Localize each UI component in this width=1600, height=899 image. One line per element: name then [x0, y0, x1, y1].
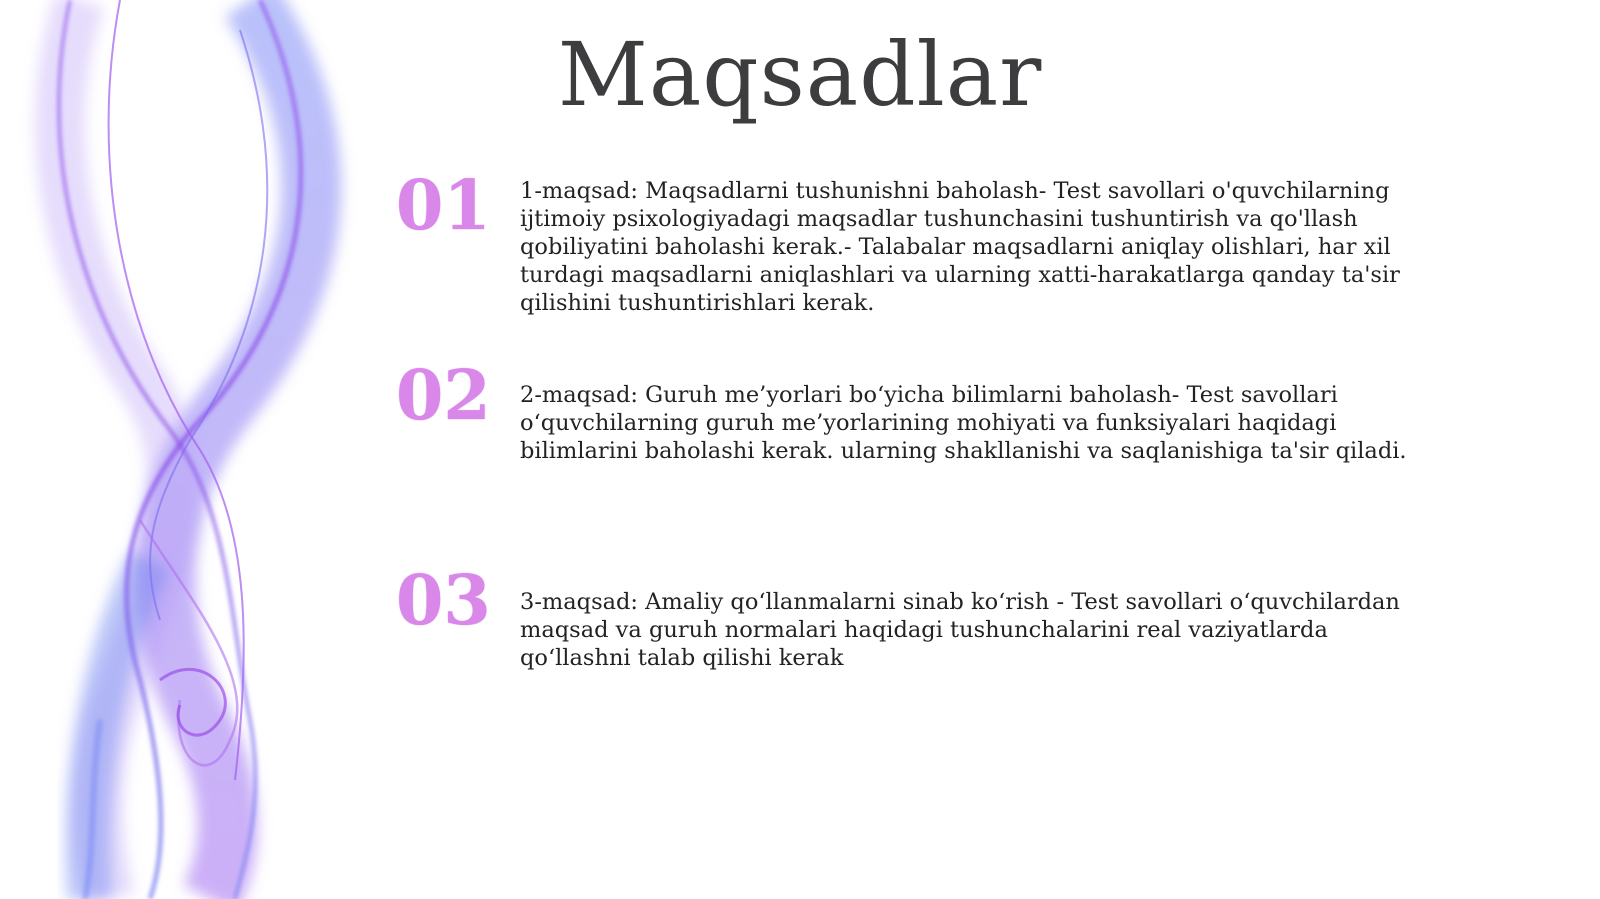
- item-text-01: 1-maqsad: Maqsadlarni tushunishni baholash- Test savollari o'quvchilarning ijtimoiy psixologiyadagi maqsadlar tushunchasini tushuntirish va qo'llash qobiliyatini baholashi kerak.- Talabalar maqsadlarni aniqlay olishlari, har xil turdagi maqsadlarni aniqlashlari va ularning xatti-harakatlarga qanday ta'sir qilishini tushuntirishlari kerak.: [520, 178, 1400, 316]
- purple-smoke-decoration: [0, 0, 400, 899]
- item-number-03: 03: [396, 561, 491, 641]
- item-number-01: 01: [396, 166, 491, 246]
- item-text-02: 2-maqsad: Guruh me’yorlari bo‘yicha bilimlarni baholash- Test savollari o‘quvchilarning guruh me’yorlarining mohiyati va funksiyalari haqidagi bilimlarini baholashi kerak. ularning shakllanishi va saqlanishiga ta'sir qiladi.: [520, 382, 1407, 464]
- item-number-02: 02: [396, 356, 491, 436]
- slide-title: Maqsadlar: [557, 23, 1043, 126]
- item-text-03: 3-maqsad: Amaliy qo‘llanmalarni sinab ko‘rish - Test savollari o‘quvchilardan maqsad va guruh normalari haqidagi tushunchalarini real vaziyatlarda qo‘llashni talab qilishi kerak: [520, 589, 1400, 671]
